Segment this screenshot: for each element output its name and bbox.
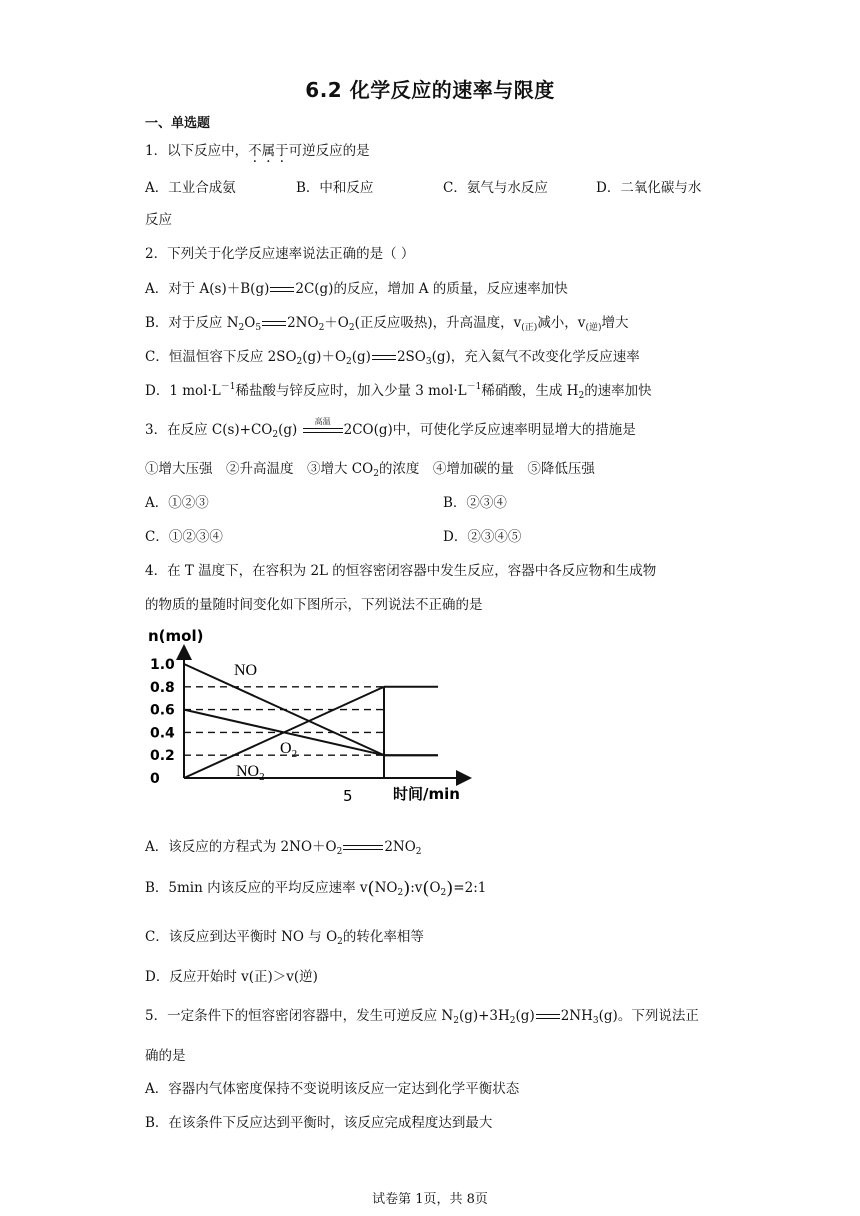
q3-option-a: A．①②③ (145, 495, 209, 511)
q4-chart (148, 628, 478, 808)
q2-option-b: B．对于反应 $N_2O_5$ $2NO_2+O_2$(正反应吸热)，升高温度，$v_{(正)}$减小，$v_{(逆)}$增大 (145, 315, 629, 333)
q3-measures: ①增大压强 ②升高温度 ③增大 $CO_2$的浓度 ④增加碳的量 ⑤降低压强 (145, 461, 595, 479)
chart-ytick-label: 0.4 (150, 725, 175, 742)
q3-option-b: B．②③④ (443, 495, 507, 511)
page-footer: 试卷第 1页，共 8页 (372, 1192, 488, 1207)
chart-ytick-label: 0.6 (150, 702, 175, 719)
q2-option-a: A．对于 A(s)＋B(g) 2C(g)的反应，增加 A 的质量，反应速率加快 (145, 281, 568, 297)
q1-stem: 1．以下反应中，不属于可逆反应的是 (145, 143, 370, 159)
chart-ytick-label: 0 (150, 771, 160, 787)
emphasis-dotted: 不属于 (248, 143, 289, 159)
q4-stem-line1: 4．在 T 温度下，在容积为 2L 的恒容密闭容器中发生反应，容器中各反应物和生成物 (145, 563, 657, 579)
q5-option-a: A．容器内气体密度保持不变说明该反应一定达到化学平衡状态 (145, 1081, 520, 1097)
q1-option-c: C．氨气与水反应 (443, 180, 548, 196)
equilibrium-arrow-icon (343, 843, 383, 853)
q1-option-d-cont: 反应 (145, 212, 172, 228)
series-label-no: NO (234, 662, 258, 679)
q1-option-a: A．工业合成氨 (145, 180, 236, 196)
chart-ylabel: n(mol) (148, 628, 204, 645)
q2-stem: 2．下列关于化学反应速率说法正确的是（ ） (145, 246, 415, 262)
q4-option-a: A．该反应的方程式为 $2NO+O_2$ $2NO_2$ (145, 839, 422, 857)
chart-xlabel: 时间/min (393, 785, 460, 803)
equilibrium-arrow-icon (262, 319, 286, 329)
q3-option-d: D．②③④⑤ (443, 529, 522, 545)
chart-ytick-label: 0.2 (150, 748, 175, 765)
q1-option-d: D．二氧化碳与水 (596, 180, 702, 196)
chart-ytick-label: 1.0 (150, 657, 175, 673)
chart-ytick-label: 0.8 (150, 679, 175, 696)
chart-xtick-label: 5 (343, 787, 353, 805)
q4-option-b: B．5min 内该反应的平均反应速率 $v(NO_2):v(O_2)=2:1$ (145, 878, 487, 899)
q5-stem-line2: 确的是 (145, 1048, 186, 1064)
equilibrium-arrow-icon: 高温 (303, 426, 343, 436)
q2-option-d: D．1 $mol\cdot L^{-1}$稀盐酸与锌反应时，加入少量 3 $mol\cdot L^{-1}$稀硝酸，生成 $H_2$的速率加快 (145, 382, 652, 401)
equilibrium-arrow-icon (372, 353, 396, 363)
q1-option-b: B．中和反应 (296, 180, 374, 196)
q2-option-c: C．恒温恒容下反应 $2SO_2(g)+O_2(g)$ $2SO_3(g)$，充入氦气不改变化学反应速率 (145, 349, 640, 367)
series-label-o2: $O_2$ (280, 740, 298, 760)
series-label-no2: $NO_2$ (236, 763, 265, 783)
q3-option-c: C．①②③④ (145, 529, 223, 545)
equilibrium-arrow-icon (270, 285, 294, 295)
q5-option-b: B．在该条件下反应达到平衡时，该反应完成程度达到最大 (145, 1115, 493, 1131)
q4-option-c: C．该反应到达平衡时 NO 与 $O_2$的转化率相等 (145, 929, 424, 947)
q5-stem-line1: 5．一定条件下的恒容密闭容器中，发生可逆反应 $N_2(g)+3H_2(g)$ $2NH_3(g)$。下列说法正 (145, 1008, 699, 1026)
q4-option-d: D．反应开始时 v(正)＞v(逆) (145, 969, 318, 985)
q4-stem-line2: 的物质的量随时间变化如下图所示，下列说法不正确的是 (145, 597, 483, 613)
page-title: 6.2 化学反应的速率与限度 (305, 78, 555, 102)
section-heading: 一、单选题 (145, 116, 211, 131)
equilibrium-arrow-icon (536, 1012, 560, 1022)
q3-stem: 3．在反应 $C(s)+CO_2(g)$ 高温 2CO(g)中，可使化学反应速率明显增大的措施是 (145, 416, 636, 440)
